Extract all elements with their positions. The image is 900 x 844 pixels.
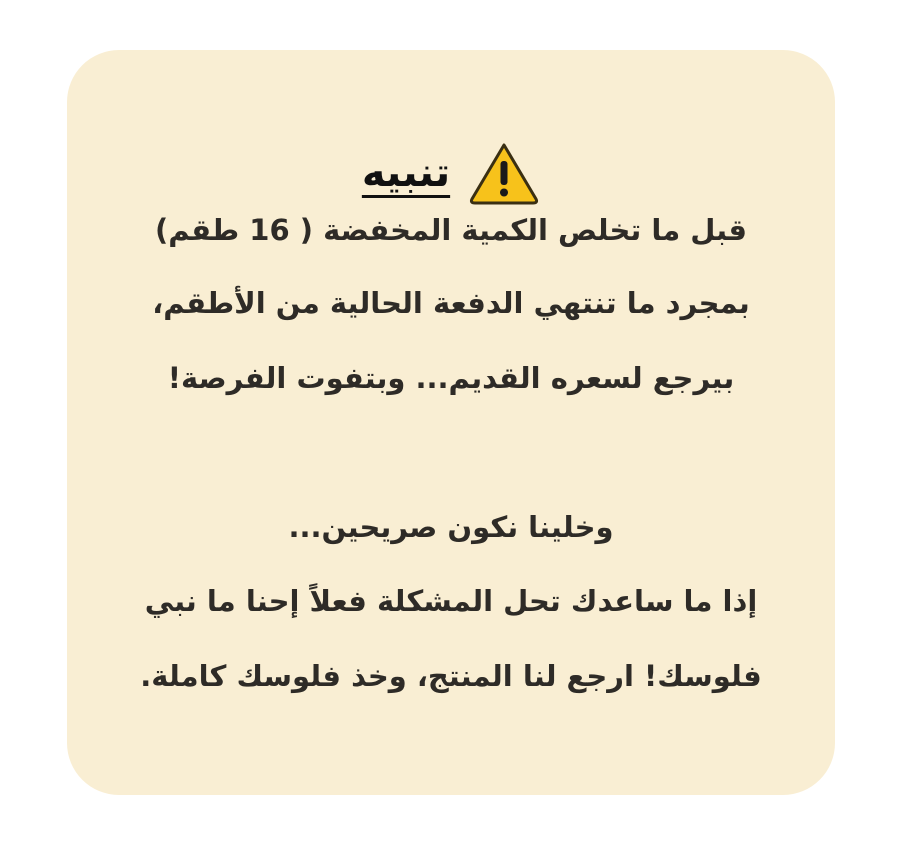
paragraph1-line3: بيرجع لسعره القديم... وبتفوت الفرصة!	[167, 361, 735, 395]
paragraph2-line3: فلوسك! ارجع لنا المنتج، وخذ فلوسك كاملة.	[140, 659, 762, 693]
paragraph2-line1: وخلينا نكون صريحين...	[288, 510, 614, 544]
title-row	[67, 138, 835, 208]
warning-triangle-icon	[468, 141, 540, 205]
notice-title: تنبيه	[361, 150, 451, 196]
paragraph1-line2: بمجرد ما تنتهي الدفعة الحالية من الأطقم،	[152, 286, 750, 320]
paragraph2-line2: إذا ما ساعدك تحل المشكلة فعلاً إحنا ما نبي	[144, 584, 758, 618]
paragraph1-line1: قبل ما تخلص الكمية المخفضة ( 16 طقم)	[155, 213, 747, 247]
notice-card	[67, 50, 835, 795]
